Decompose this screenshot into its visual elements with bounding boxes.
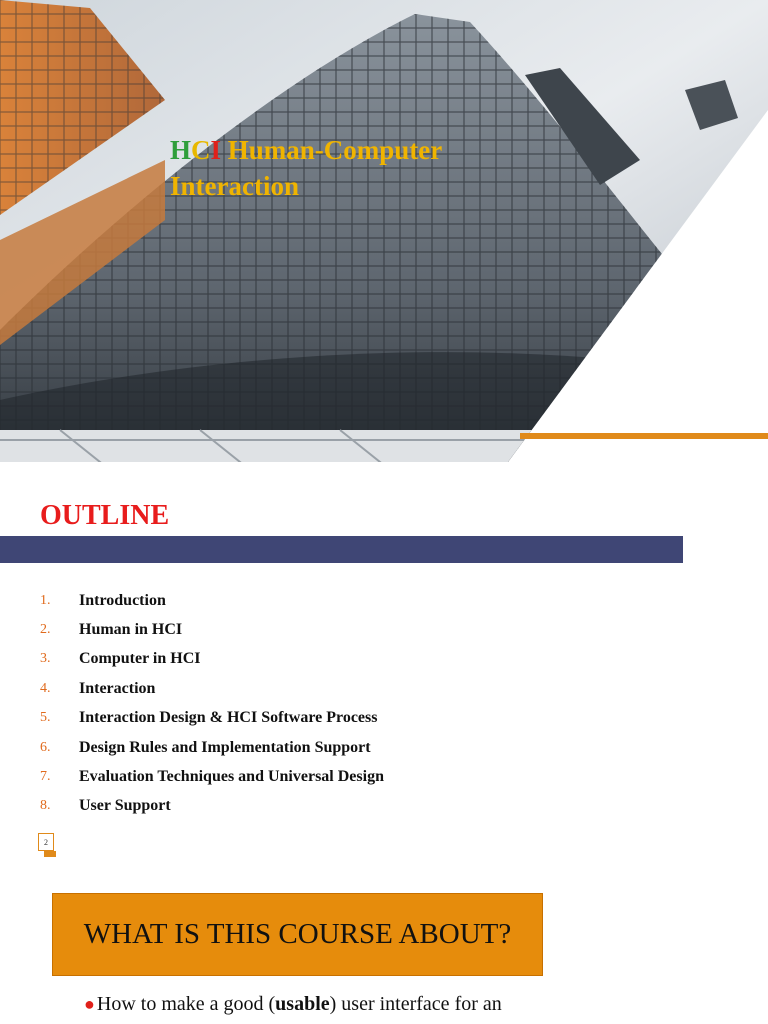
course-heading-box bbox=[52, 893, 543, 976]
title-letter-i: I bbox=[210, 135, 222, 165]
item-label: Introduction bbox=[79, 591, 166, 609]
outline-list bbox=[40, 586, 384, 821]
bullet-text-bold: usable bbox=[275, 993, 330, 1015]
item-label: Evaluation Techniques and Universal Design bbox=[79, 768, 384, 786]
outline-item bbox=[40, 762, 384, 791]
outline-item bbox=[40, 733, 384, 762]
item-number: 7. bbox=[40, 769, 51, 785]
outline-item bbox=[40, 615, 384, 644]
item-number: 4. bbox=[40, 680, 51, 696]
page-number: 2 bbox=[38, 833, 54, 851]
course-slide bbox=[0, 880, 768, 1024]
bullet-text-suffix: ) user interface for an bbox=[329, 993, 502, 1015]
title-text-line2: Interaction bbox=[170, 171, 299, 201]
course-heading: WHAT IS THIS COURSE ABOUT? bbox=[83, 918, 512, 950]
slide-title bbox=[170, 132, 442, 204]
item-label: Design Rules and Implementation Support bbox=[79, 738, 371, 756]
outline-heading: OUTLINE bbox=[40, 500, 170, 531]
title-letter-c: C bbox=[191, 135, 211, 165]
outline-item bbox=[40, 645, 384, 674]
outline-item bbox=[40, 586, 384, 615]
outline-item bbox=[40, 792, 384, 821]
item-label: Human in HCI bbox=[79, 621, 183, 639]
item-number: 2. bbox=[40, 622, 51, 638]
bullet-text-prefix: How to make a good ( bbox=[96, 993, 276, 1015]
item-number: 3. bbox=[40, 651, 51, 667]
building-photo bbox=[0, 0, 768, 470]
outline-slide bbox=[0, 486, 768, 866]
item-number: 5. bbox=[40, 710, 51, 726]
item-number: 8. bbox=[40, 798, 51, 814]
title-letter-h: H bbox=[170, 135, 192, 165]
item-label: Interaction Design & HCI Software Process bbox=[79, 709, 378, 727]
heading-bar bbox=[0, 536, 683, 563]
title-text-line1: Human-Computer bbox=[221, 135, 443, 165]
title-slide bbox=[0, 0, 768, 470]
item-number: 1. bbox=[40, 592, 51, 608]
outline-item bbox=[40, 674, 384, 703]
bullet-dot-icon: ● bbox=[84, 994, 95, 1014]
item-label: User Support bbox=[79, 797, 171, 815]
item-label: Computer in HCI bbox=[79, 650, 201, 668]
outline-item bbox=[40, 704, 384, 733]
item-label: Interaction bbox=[79, 679, 156, 697]
bullet-point bbox=[84, 993, 502, 1016]
item-number: 6. bbox=[40, 739, 51, 755]
page-number-tab bbox=[44, 851, 56, 857]
